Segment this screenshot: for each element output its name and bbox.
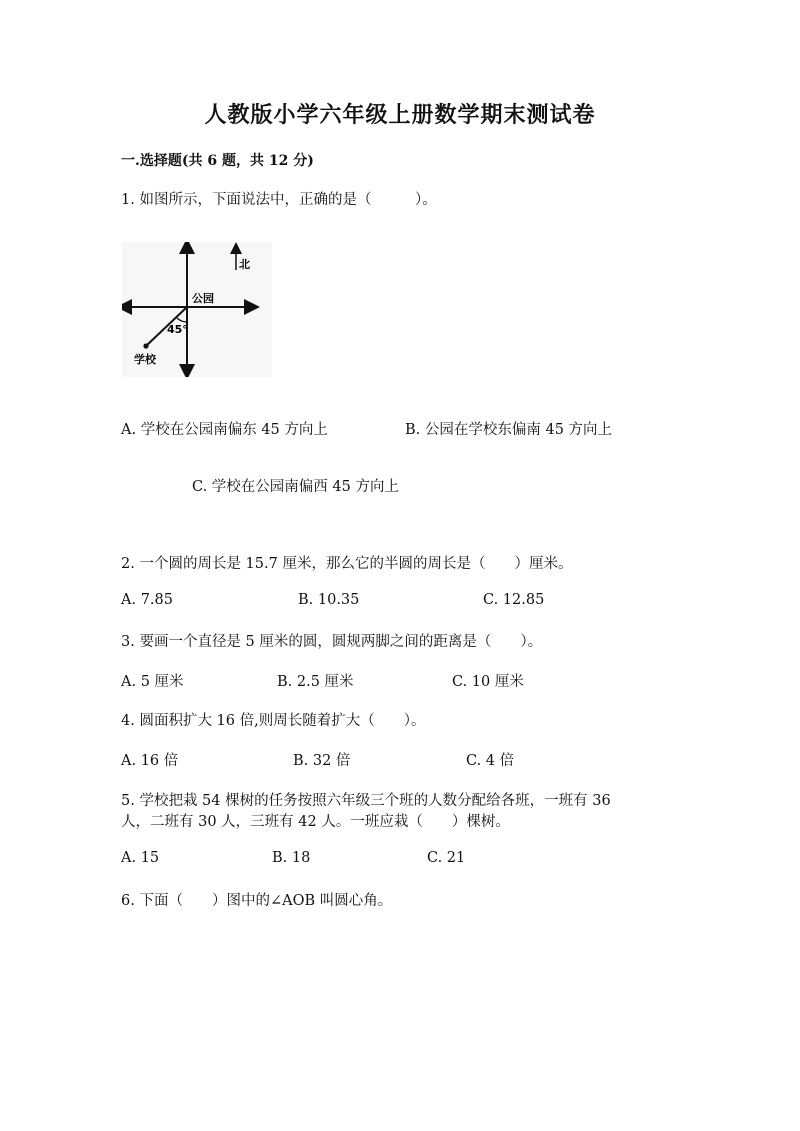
question-5-stem-line-2: 人，二班有 30 人，三班有 42 人。一班应栽（ ）棵树。	[121, 814, 510, 830]
question-6-stem: 6. 下面（ ）图中的∠AOB 叫圆心角。	[121, 893, 393, 909]
question-2-option-c: C. 12.85	[483, 592, 545, 608]
school-label: 学校	[134, 353, 156, 366]
question-5-option-a: A. 15	[121, 850, 160, 866]
angle-label: 45°	[167, 323, 188, 336]
question-1-option-b: B. 公园在学校东偏南 45 方向上	[405, 422, 613, 438]
question-3-option-a: A. 5 厘米	[121, 674, 184, 690]
question-2-stem: 2. 一个圆的周长是 15.7 厘米，那么它的半圆的周长是（ ）厘米。	[121, 556, 573, 572]
direction-diagram-svg	[122, 242, 272, 377]
angle-arc	[177, 318, 187, 322]
question-5-stem-line-1: 5. 学校把栽 54 棵树的任务按照六年级三个班的人数分配给各班，一班有 36	[121, 793, 611, 809]
section-heading: 一.选择题(共 6 题，共 12 分)	[121, 153, 314, 169]
question-1-option-a: A. 学校在公园南偏东 45 方向上	[121, 422, 328, 438]
question-1-option-c: C. 学校在公园南偏西 45 方向上	[192, 479, 399, 495]
question-3-stem: 3. 要画一个直径是 5 厘米的圆，圆规两脚之间的距离是（ ）。	[121, 634, 543, 650]
direction-diagram	[122, 242, 272, 377]
question-2-option-b: B. 10.35	[298, 592, 360, 608]
question-5-option-b: B. 18	[272, 850, 311, 866]
question-4-option-b: B. 32 倍	[293, 753, 351, 769]
question-1-stem: 1. 如图所示，下面说法中，正确的是（ ）。	[121, 192, 437, 208]
question-5-option-c: C. 21	[427, 850, 466, 866]
question-3-option-c: C. 10 厘米	[452, 674, 524, 690]
school-point	[143, 343, 148, 348]
page-title: 人教版小学六年级上册数学期末测试卷	[204, 102, 596, 128]
question-4-option-a: A. 16 倍	[121, 753, 179, 769]
question-4-option-c: C. 4 倍	[466, 753, 515, 769]
north-label: 北	[239, 258, 250, 271]
park-label: 公园	[192, 292, 214, 305]
question-4-stem: 4. 圆面积扩大 16 倍,则周长随着扩大（ ）。	[121, 713, 426, 729]
question-3-option-b: B. 2.5 厘米	[277, 674, 354, 690]
question-2-option-a: A. 7.85	[121, 592, 173, 608]
